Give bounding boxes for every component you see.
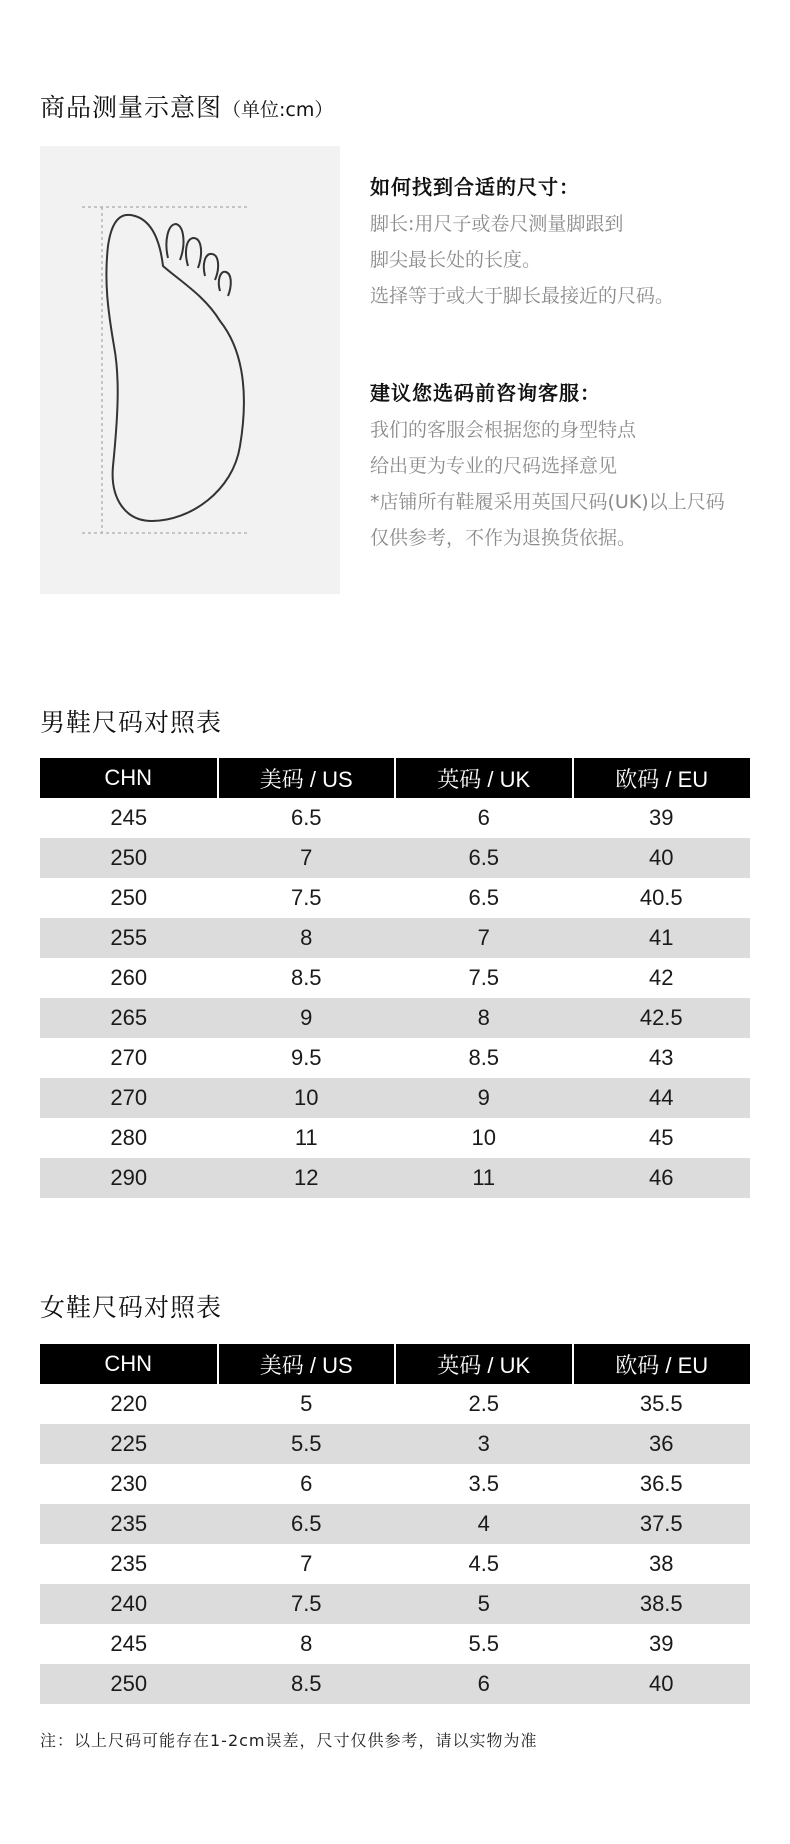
cell-eu: 44 [573, 1078, 751, 1118]
cell-us: 7.5 [218, 1584, 396, 1624]
cell-uk: 5.5 [395, 1624, 573, 1664]
advice-line: *店铺所有鞋履采用英国尺码(UK)以上尺码 [370, 491, 725, 513]
column-header-uk: 英码 / UK [395, 1344, 573, 1384]
advice-tips [370, 374, 780, 556]
cell-uk: 8 [395, 998, 573, 1038]
cell-uk: 4 [395, 1504, 573, 1544]
foot-diagram [40, 146, 340, 594]
measure-unit-text: （单位:cm） [222, 99, 334, 121]
table-row [40, 958, 750, 998]
cell-eu: 37.5 [573, 1504, 751, 1544]
cell-uk: 6.5 [395, 838, 573, 878]
cell-us: 7 [218, 1544, 396, 1584]
cell-us: 12 [218, 1158, 396, 1198]
measure-diagram-title [40, 88, 333, 124]
cell-eu: 39 [573, 798, 751, 838]
advice-line: 仅供参考，不作为退换货依据。 [370, 527, 637, 549]
measure-title-text: 商品测量示意图 [40, 93, 223, 122]
table-row [40, 1584, 750, 1624]
cell-uk: 3.5 [395, 1464, 573, 1504]
find-size-title: 如何找到合适的尺寸： [370, 175, 580, 199]
cell-us: 6 [218, 1464, 396, 1504]
men-size-table [40, 758, 750, 1198]
cell-eu: 40.5 [573, 878, 751, 918]
cell-eu: 42 [573, 958, 751, 998]
table-row [40, 1038, 750, 1078]
foot-outline-icon [40, 146, 340, 594]
cell-us: 6.5 [218, 798, 396, 838]
cell-eu: 35.5 [573, 1384, 751, 1424]
table-row [40, 1078, 750, 1118]
cell-eu: 41 [573, 918, 751, 958]
table-row [40, 918, 750, 958]
table-header-row [40, 758, 750, 798]
cell-eu: 38.5 [573, 1584, 751, 1624]
cell-eu: 45 [573, 1118, 751, 1158]
cell-us: 8 [218, 1624, 396, 1664]
cell-eu: 38 [573, 1544, 751, 1584]
column-header-uk: 英码 / UK [395, 758, 573, 798]
cell-eu: 40 [573, 1664, 751, 1704]
cell-uk: 6 [395, 1664, 573, 1704]
cell-chn: 235 [40, 1544, 218, 1584]
cell-chn: 240 [40, 1584, 218, 1624]
advice-line: 我们的客服会根据您的身型特点 [370, 419, 637, 441]
cell-chn: 245 [40, 798, 218, 838]
table-row [40, 838, 750, 878]
cell-us: 7 [218, 838, 396, 878]
cell-uk: 7 [395, 918, 573, 958]
cell-uk: 8.5 [395, 1038, 573, 1078]
cell-chn: 250 [40, 1664, 218, 1704]
cell-chn: 270 [40, 1078, 218, 1118]
cell-chn: 265 [40, 998, 218, 1038]
cell-uk: 2.5 [395, 1384, 573, 1424]
table-row [40, 1464, 750, 1504]
cell-us: 5.5 [218, 1424, 396, 1464]
disclaimer-note: 注：以上尺码可能存在1-2cm误差，尺寸仅供参考，请以实物为准 [40, 1731, 538, 1750]
cell-eu: 36.5 [573, 1464, 751, 1504]
cell-chn: 250 [40, 838, 218, 878]
cell-uk: 6 [395, 798, 573, 838]
cell-uk: 9 [395, 1078, 573, 1118]
cell-chn: 280 [40, 1118, 218, 1158]
cell-us: 9.5 [218, 1038, 396, 1078]
table-row [40, 998, 750, 1038]
cell-chn: 225 [40, 1424, 218, 1464]
cell-chn: 220 [40, 1384, 218, 1424]
cell-chn: 270 [40, 1038, 218, 1078]
cell-eu: 39 [573, 1624, 751, 1664]
table-row [40, 1504, 750, 1544]
advice-title: 建议您选码前咨询客服： [370, 381, 601, 405]
cell-chn: 245 [40, 1624, 218, 1664]
cell-chn: 260 [40, 958, 218, 998]
cell-uk: 7.5 [395, 958, 573, 998]
column-header-us: 美码 / US [218, 1344, 396, 1384]
cell-chn: 255 [40, 918, 218, 958]
cell-eu: 43 [573, 1038, 751, 1078]
cell-eu: 42.5 [573, 998, 751, 1038]
column-header-chn: CHN [40, 758, 218, 798]
cell-chn: 290 [40, 1158, 218, 1198]
cell-us: 6.5 [218, 1504, 396, 1544]
column-header-eu: 欧码 / EU [573, 1344, 751, 1384]
cell-chn: 230 [40, 1464, 218, 1504]
table-row [40, 1384, 750, 1424]
cell-us: 8.5 [218, 1664, 396, 1704]
cell-uk: 10 [395, 1118, 573, 1158]
cell-us: 5 [218, 1384, 396, 1424]
cell-chn: 250 [40, 878, 218, 918]
advice-line: 给出更为专业的尺码选择意见 [370, 455, 618, 477]
men-size-chart-title: 男鞋尺码对照表 [40, 708, 223, 737]
table-row [40, 1424, 750, 1464]
find-size-line: 选择等于或大于脚长最接近的尺码。 [370, 285, 675, 307]
cell-us: 8.5 [218, 958, 396, 998]
cell-us: 11 [218, 1118, 396, 1158]
cell-eu: 36 [573, 1424, 751, 1464]
table-row [40, 1664, 750, 1704]
cell-uk: 11 [395, 1158, 573, 1198]
table-row [40, 798, 750, 838]
table-row [40, 1118, 750, 1158]
table-row [40, 1544, 750, 1584]
table-row [40, 1624, 750, 1664]
cell-us: 9 [218, 998, 396, 1038]
cell-uk: 6.5 [395, 878, 573, 918]
table-row [40, 1158, 750, 1198]
column-header-eu: 欧码 / EU [573, 758, 751, 798]
find-size-tips [370, 168, 780, 314]
table-row [40, 878, 750, 918]
women-size-table [40, 1344, 750, 1704]
cell-us: 8 [218, 918, 396, 958]
cell-eu: 40 [573, 838, 751, 878]
table-header-row [40, 1344, 750, 1384]
find-size-line: 脚尖最长处的长度。 [370, 249, 542, 271]
women-size-chart-title: 女鞋尺码对照表 [40, 1293, 223, 1322]
cell-uk: 3 [395, 1424, 573, 1464]
cell-uk: 4.5 [395, 1544, 573, 1584]
cell-chn: 235 [40, 1504, 218, 1544]
cell-us: 10 [218, 1078, 396, 1118]
column-header-chn: CHN [40, 1344, 218, 1384]
column-header-us: 美码 / US [218, 758, 396, 798]
find-size-line: 脚长:用尺子或卷尺测量脚跟到 [370, 213, 624, 235]
cell-eu: 46 [573, 1158, 751, 1198]
cell-uk: 5 [395, 1584, 573, 1624]
cell-us: 7.5 [218, 878, 396, 918]
